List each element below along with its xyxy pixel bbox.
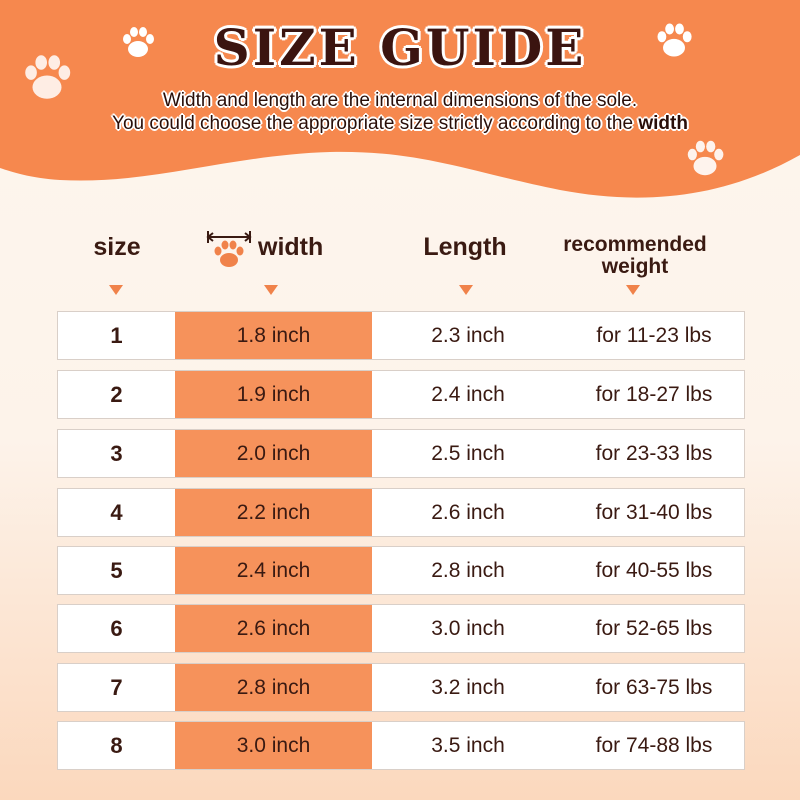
weight-cell: for 31-40 lbs: [595, 500, 713, 524]
size-cell: 8: [110, 732, 123, 758]
arrow-down-icon: [109, 285, 123, 295]
width-cell: 2.8 inch: [175, 664, 372, 711]
table-row: [57, 546, 745, 595]
subtitle-line-2: [0, 113, 800, 135]
size-cell: 6: [110, 615, 123, 641]
table-row: [57, 311, 745, 360]
table-row: [57, 370, 745, 419]
subtitle-line-2-text: You could choose the appropriate size strictly according to the: [112, 113, 634, 134]
size-cell: 1: [110, 322, 123, 348]
length-cell: 3.0 inch: [431, 616, 505, 640]
width-cell: 2.4 inch: [175, 547, 372, 594]
arrow-down-icon: [626, 285, 640, 295]
subtitle-emphasis: width: [638, 113, 688, 134]
size-cell: 5: [110, 557, 123, 583]
length-cell: 2.4 inch: [431, 382, 505, 406]
width-cell: 2.0 inch: [175, 430, 372, 477]
table-row: [57, 488, 745, 537]
length-cell: 2.5 inch: [431, 441, 505, 465]
column-header-length: Length: [423, 233, 507, 261]
size-cell: 4: [110, 499, 123, 525]
width-cell: 1.8 inch: [175, 312, 372, 359]
table-row: [57, 663, 745, 712]
weight-cell: for 63-75 lbs: [595, 675, 713, 699]
size-cell: 7: [110, 674, 123, 700]
width-cell: 2.2 inch: [175, 489, 372, 536]
length-cell: 2.6 inch: [431, 500, 505, 524]
page-title: SIZE GUIDE: [213, 18, 587, 77]
weight-cell: for 52-65 lbs: [595, 616, 713, 640]
arrow-down-icon: [459, 285, 473, 295]
table-row: [57, 721, 745, 770]
size-cell: 3: [110, 440, 123, 466]
column-header-weight-line-2: weight: [601, 255, 669, 278]
length-cell: 2.3 inch: [431, 323, 505, 347]
column-header-weight-line-1: recommended: [563, 233, 707, 256]
weight-cell: for 74-88 lbs: [595, 733, 713, 757]
width-cell: 1.9 inch: [175, 371, 372, 418]
column-header-size: size: [93, 233, 141, 261]
paw-icon: [682, 135, 728, 181]
column-header-weight: [540, 234, 730, 278]
weight-cell: for 11-23 lbs: [596, 323, 712, 347]
arrow-down-icon: [264, 285, 278, 295]
table-row: [57, 429, 745, 478]
length-cell: 3.2 inch: [431, 675, 505, 699]
width-cell: 2.6 inch: [175, 605, 372, 652]
weight-cell: for 23-33 lbs: [595, 441, 713, 465]
weight-cell: for 40-55 lbs: [595, 558, 713, 582]
column-header-width: width: [258, 233, 324, 261]
weight-cell: for 18-27 lbs: [595, 382, 713, 406]
table-row: [57, 604, 745, 653]
length-cell: 3.5 inch: [431, 733, 505, 757]
width-measure-icon: [204, 224, 254, 272]
width-cell: 3.0 inch: [175, 722, 372, 769]
length-cell: 2.8 inch: [431, 558, 505, 582]
size-cell: 2: [110, 381, 123, 407]
subtitle-line-1: Width and length are the internal dimensions of the sole.: [162, 90, 638, 111]
